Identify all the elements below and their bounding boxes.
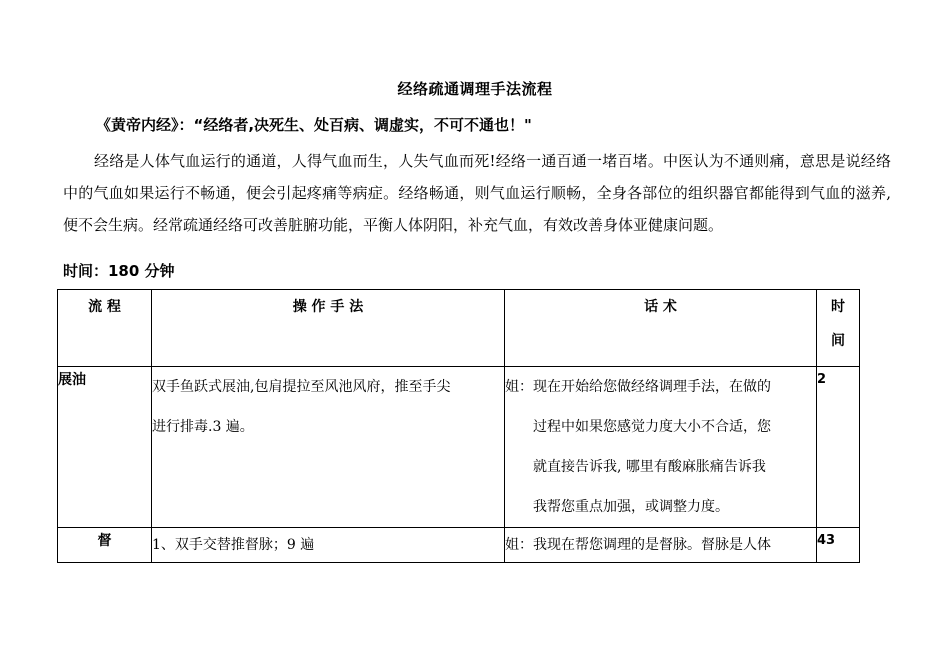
method-line: 1、双手交替推督脉；9 遍 [152,537,315,553]
method-line: 进行排毒.3 遍。 [152,419,254,435]
script-line: 我帮您重点加强，或调整力度。 [533,499,729,515]
table-row [58,528,860,563]
intro-paragraph: 经络是人体气血运行的通道，人得气血而生，人失气血而死!经络一通百通一堵百堵。中医认为不通则痛，意思是说经络中的气血如果运行不畅通，便会引起疼痛等病症。经络畅通，则气血运行顺畅，全身各部位的组织器官都能得到气血的滋养,便不会生病。经常疏通经络可改善脏腑功能，平衡人体阴阳，补充气血，有效改善身体亚健康问题。 [63,152,891,234]
row-time: 2 [817,367,860,528]
script-line: 过程中如果您感觉力度大小不合适，您 [533,419,771,435]
header-time-line1: 时 [831,299,845,315]
header-step: 流 程 [58,290,152,367]
row-step: 展油 [58,367,152,528]
row-script [505,367,817,528]
row-step: 督 [58,528,152,563]
row-method [152,367,505,528]
script-line: 姐：现在开始给您做经络调理手法，在做的 [505,379,771,395]
method-line: 双手鱼跃式展油,包肩提拉至风池风府，推至手尖 [152,379,451,395]
table-header-row [58,290,860,367]
header-time-line2: 间 [831,333,845,349]
header-time [817,290,860,367]
row-method [152,528,505,563]
header-method: 操 作 手 法 [152,290,505,367]
header-script: 话 术 [505,290,817,367]
total-time: 时间：180 分钟 [63,262,175,280]
row-time: 43 [817,528,860,563]
row-script [505,528,817,563]
document-title: 经络疏通调理手法流程 [397,80,553,98]
script-line: 就直接告诉我, 哪里有酸麻胀痛告诉我 [533,459,766,475]
table-row [58,367,860,528]
script-line: 姐：我现在帮您调理的是督脉。督脉是人体 [505,537,771,553]
classic-quote: 《黄帝内经》：“经络者,决死生、处百病、调虚实，不可不通也！" [96,116,532,134]
procedure-table [57,289,860,563]
